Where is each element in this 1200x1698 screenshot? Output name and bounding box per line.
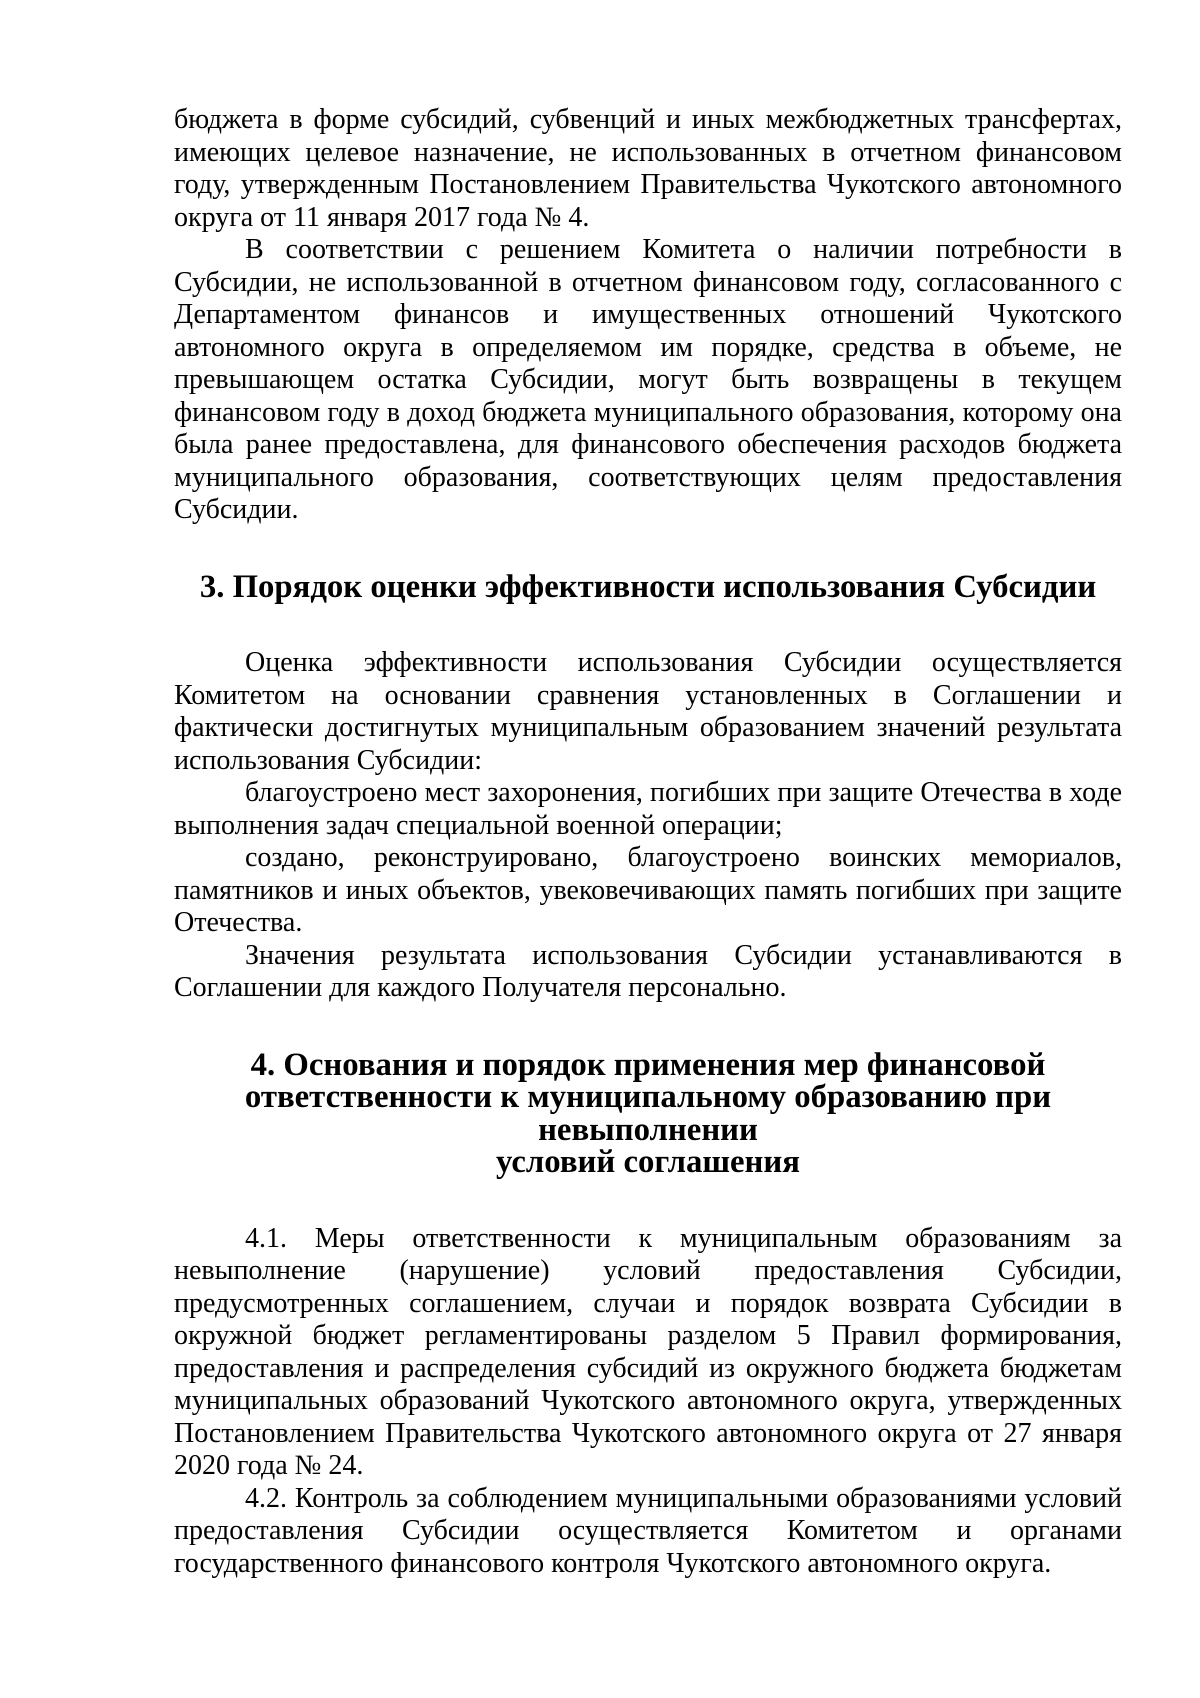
section-3-result-memorials: создано, реконструировано, благоустроено воинских мемориалов, памятников и иных объектов, увековечивающих память погибших при защите Отечества.: [174, 842, 1122, 938]
section-3-paragraph-values: Значения результата использования Субсидии устанавливаются в Соглашении для каждого Получателя персонально.: [174, 939, 1122, 1003]
section-4-clause-4-2: 4.2. Контроль за соблюдением муниципальными образованиями условий предоставления Субсидии осуществляется Комитетом и органами государственного финансового контроля Чукотского автономного округа.: [174, 1482, 1122, 1579]
intro-paragraph-return-of-funds: В соответствии с решением Комитета о наличии потребности в Субсидии, не использованной в отчетном финансовом году, согласованного с Департаментом финансов и имущественных отношений Чукотского автономного округа в определяемом им порядке, средства в объеме, не превышающем остатка Субсидии, могут быть возвращены в текущем финансовом году в доход бюджета муниципального образования, которому она была ранее предоставлена, для финансового обеспечения расходов бюджета муниципального образования, соответствующих целям предоставления Субсидии.: [174, 234, 1122, 525]
section-4-heading: [174, 1046, 1122, 1180]
section-3-paragraph-evaluation: Оценка эффективности использования Субсидии осуществляется Комитетом на основании сравнения установленных в Соглашении и фактически достигнутых муниципальным образованием значений результата использования Субсидии:: [174, 647, 1122, 776]
section-3-result-burial-sites: благоустроено мест захоронения, погибших при защите Отечества в ходе выполнения задач специальной военной операции;: [174, 777, 1122, 841]
document-page: [174, 104, 1122, 1580]
section-4-clause-4-1: 4.1. Меры ответственности к муниципальным образованиям за невыполнение (нарушение) условий предоставления Субсидии, предусмотренных соглашением, случаи и порядок возврата Субсидии в окружной бюджет регламентированы разделом 5 Правил формирования, предоставления и распределения субсидий из окружного бюджета бюджетам муниципальных образований Чукотского автономного округа, утвержденных Постановлением Правительства Чукотского автономного округа от 27 января 2020 года № 24.: [174, 1222, 1122, 1481]
intro-paragraph-continued: бюджета в форме субсидий, субвенций и иных межбюджетных трансфертах, имеющих целевое назначение, не использованных в отчетном финансовом году, утвержденным Постановлением Правительства Чукотского автономного округа от 11 января 2017 года № 4.: [174, 104, 1122, 233]
section-4-heading-line-2: ответственности к муниципальному образованию при невыполнении: [244, 1079, 1052, 1148]
section-3-heading: 3. Порядок оценки эффективности использования Субсидии: [199, 568, 1097, 605]
section-4-heading-line-1: 4. Основания и порядок применения мер финансовой: [250, 1046, 1046, 1083]
section-4-heading-line-3: условий соглашения: [496, 1144, 800, 1180]
